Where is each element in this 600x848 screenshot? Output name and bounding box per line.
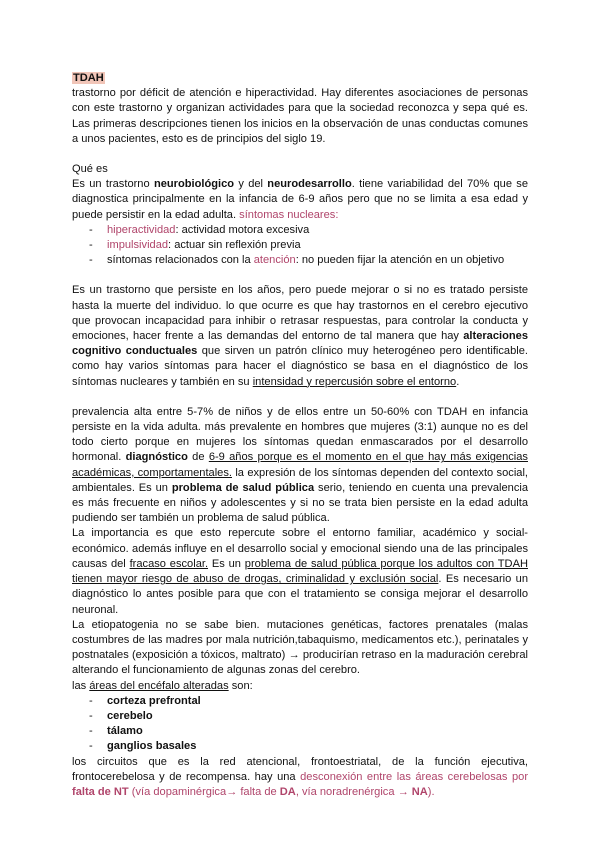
list-item: - impulsividad: actuar sin reflexión previa xyxy=(72,238,528,253)
list-item: - corteza prefrontal xyxy=(72,694,528,709)
list-item: - tálamo xyxy=(72,724,528,739)
importance-paragraph: La importancia es que esto repercute sobre el entorno familiar, académico y social-económico. además influye en el desarrollo social y emocional siendo una de las principales causas del fracaso escolar. Es un problema de salud pública porque los adultos con TDAH tienen mayor riesgo de abuso de drogas, criminalidad y exclusión social. Es necesario un diagnóstico lo antes posible para que con el tratamiento se consiga mejorar el desarrollo neuronal. xyxy=(72,527,529,616)
persistence-paragraph: Es un trastorno que persiste en los años, pero puede mejorar o si no es tratado persiste hasta la muerte del individuo. lo que ocurre es que hay trastornos en el cerebro ejecutivo que provocan incapacidad para inhibir o retrasar respuestas, para controlar la conducta y emociones, hacer frente a las demandas del entorno de tal manera que hay alteraciones cognitivo conductuales que sirven un patrón clínico muy heterogéneo pero identificable. como hay varios síntomas para hacer el diagnóstico se basa en el diagnóstico de los síntomas nucleares y también en su intensidad y repercusión sobre el entorno. xyxy=(72,284,528,388)
document-title: TDAH xyxy=(73,72,104,84)
prevalence-paragraph: prevalencia alta entre 5-7% de niños y de ellos entre un 50-60% con TDAH en infancia persiste en la vida adulta. más prevalente en hombres que mujeres (3:1) aunque no es del todo cierto porque en mujeres los síntomas quedan enmascarados por el desarrollo hormonal. diagnóstico de 6-9 años porque es el momento en el que hay más exigencias académicas, comportamentales. la expresión de los síntomas dependen del contexto social, ambientales. Es un problema de salud pública serio, teniendo en cuenta una prevalencia es más frecuente en niños y adolescentes y si no se trata bien persiste en la edad adulta pudiendo ser también un problema de salud pública. xyxy=(72,405,529,525)
definition-paragraph: Es un trastorno neurobiológico y del neurodesarrollo. tiene variabilidad del 70% que se diagnostica principalmente en la infancia de 6-9 años pero que no se limita a esa edad y puede persistir en la edad adulta. síntomas nucleares: xyxy=(72,178,528,221)
section-heading-que-es: Qué es xyxy=(72,163,108,176)
etiopathogenesis-paragraph: La etiopatogenia no se sabe bien. mutaciones genéticas, factores prenatales (malas costumbres de las madres por mala nutrición,tabaquismo, medicamentos etc.), perinatales y postnatales (exposición a tóxicos, maltrato) → producirían retraso en la maduración cerebral alterando el funcionamiento de algunas zonas del cerebro. xyxy=(72,618,528,677)
symptom-list xyxy=(72,223,528,269)
list-item: - ganglios basales xyxy=(72,739,528,754)
list-item: - cerebelo xyxy=(72,709,528,724)
title-line xyxy=(72,71,528,86)
intro-paragraph: trastorno por déficit de atención e hiperactividad. Hay diferentes asociaciones de personas con este trastorno y organizan actividades para que la sociedad reconozca y sepa qué es. Las primeras descripciones tienen los inicios en la observación de unas conductas comunes a unos pacientes, esto es de principios del siglo 19. xyxy=(72,87,528,145)
document-body xyxy=(72,71,528,800)
circuits-paragraph: los circuitos que es la red atencional, frontoestriatal, de la función ejecutiva, frontocerebelosa y de recompensa. hay una desconexión entre las áreas cerebelosas por falta de NT (vía dopaminérgica→ falta de DA, vía noradrenérgica → NA). xyxy=(72,755,529,798)
list-item: - hiperactividad: actividad motora excesiva xyxy=(72,223,528,238)
list-item: - síntomas relacionados con la atención: no pueden fijar la atención en un objetivo xyxy=(72,253,528,268)
brain-areas-list xyxy=(72,694,528,755)
areas-intro: las áreas del encéfalo alteradas son: xyxy=(72,679,253,692)
